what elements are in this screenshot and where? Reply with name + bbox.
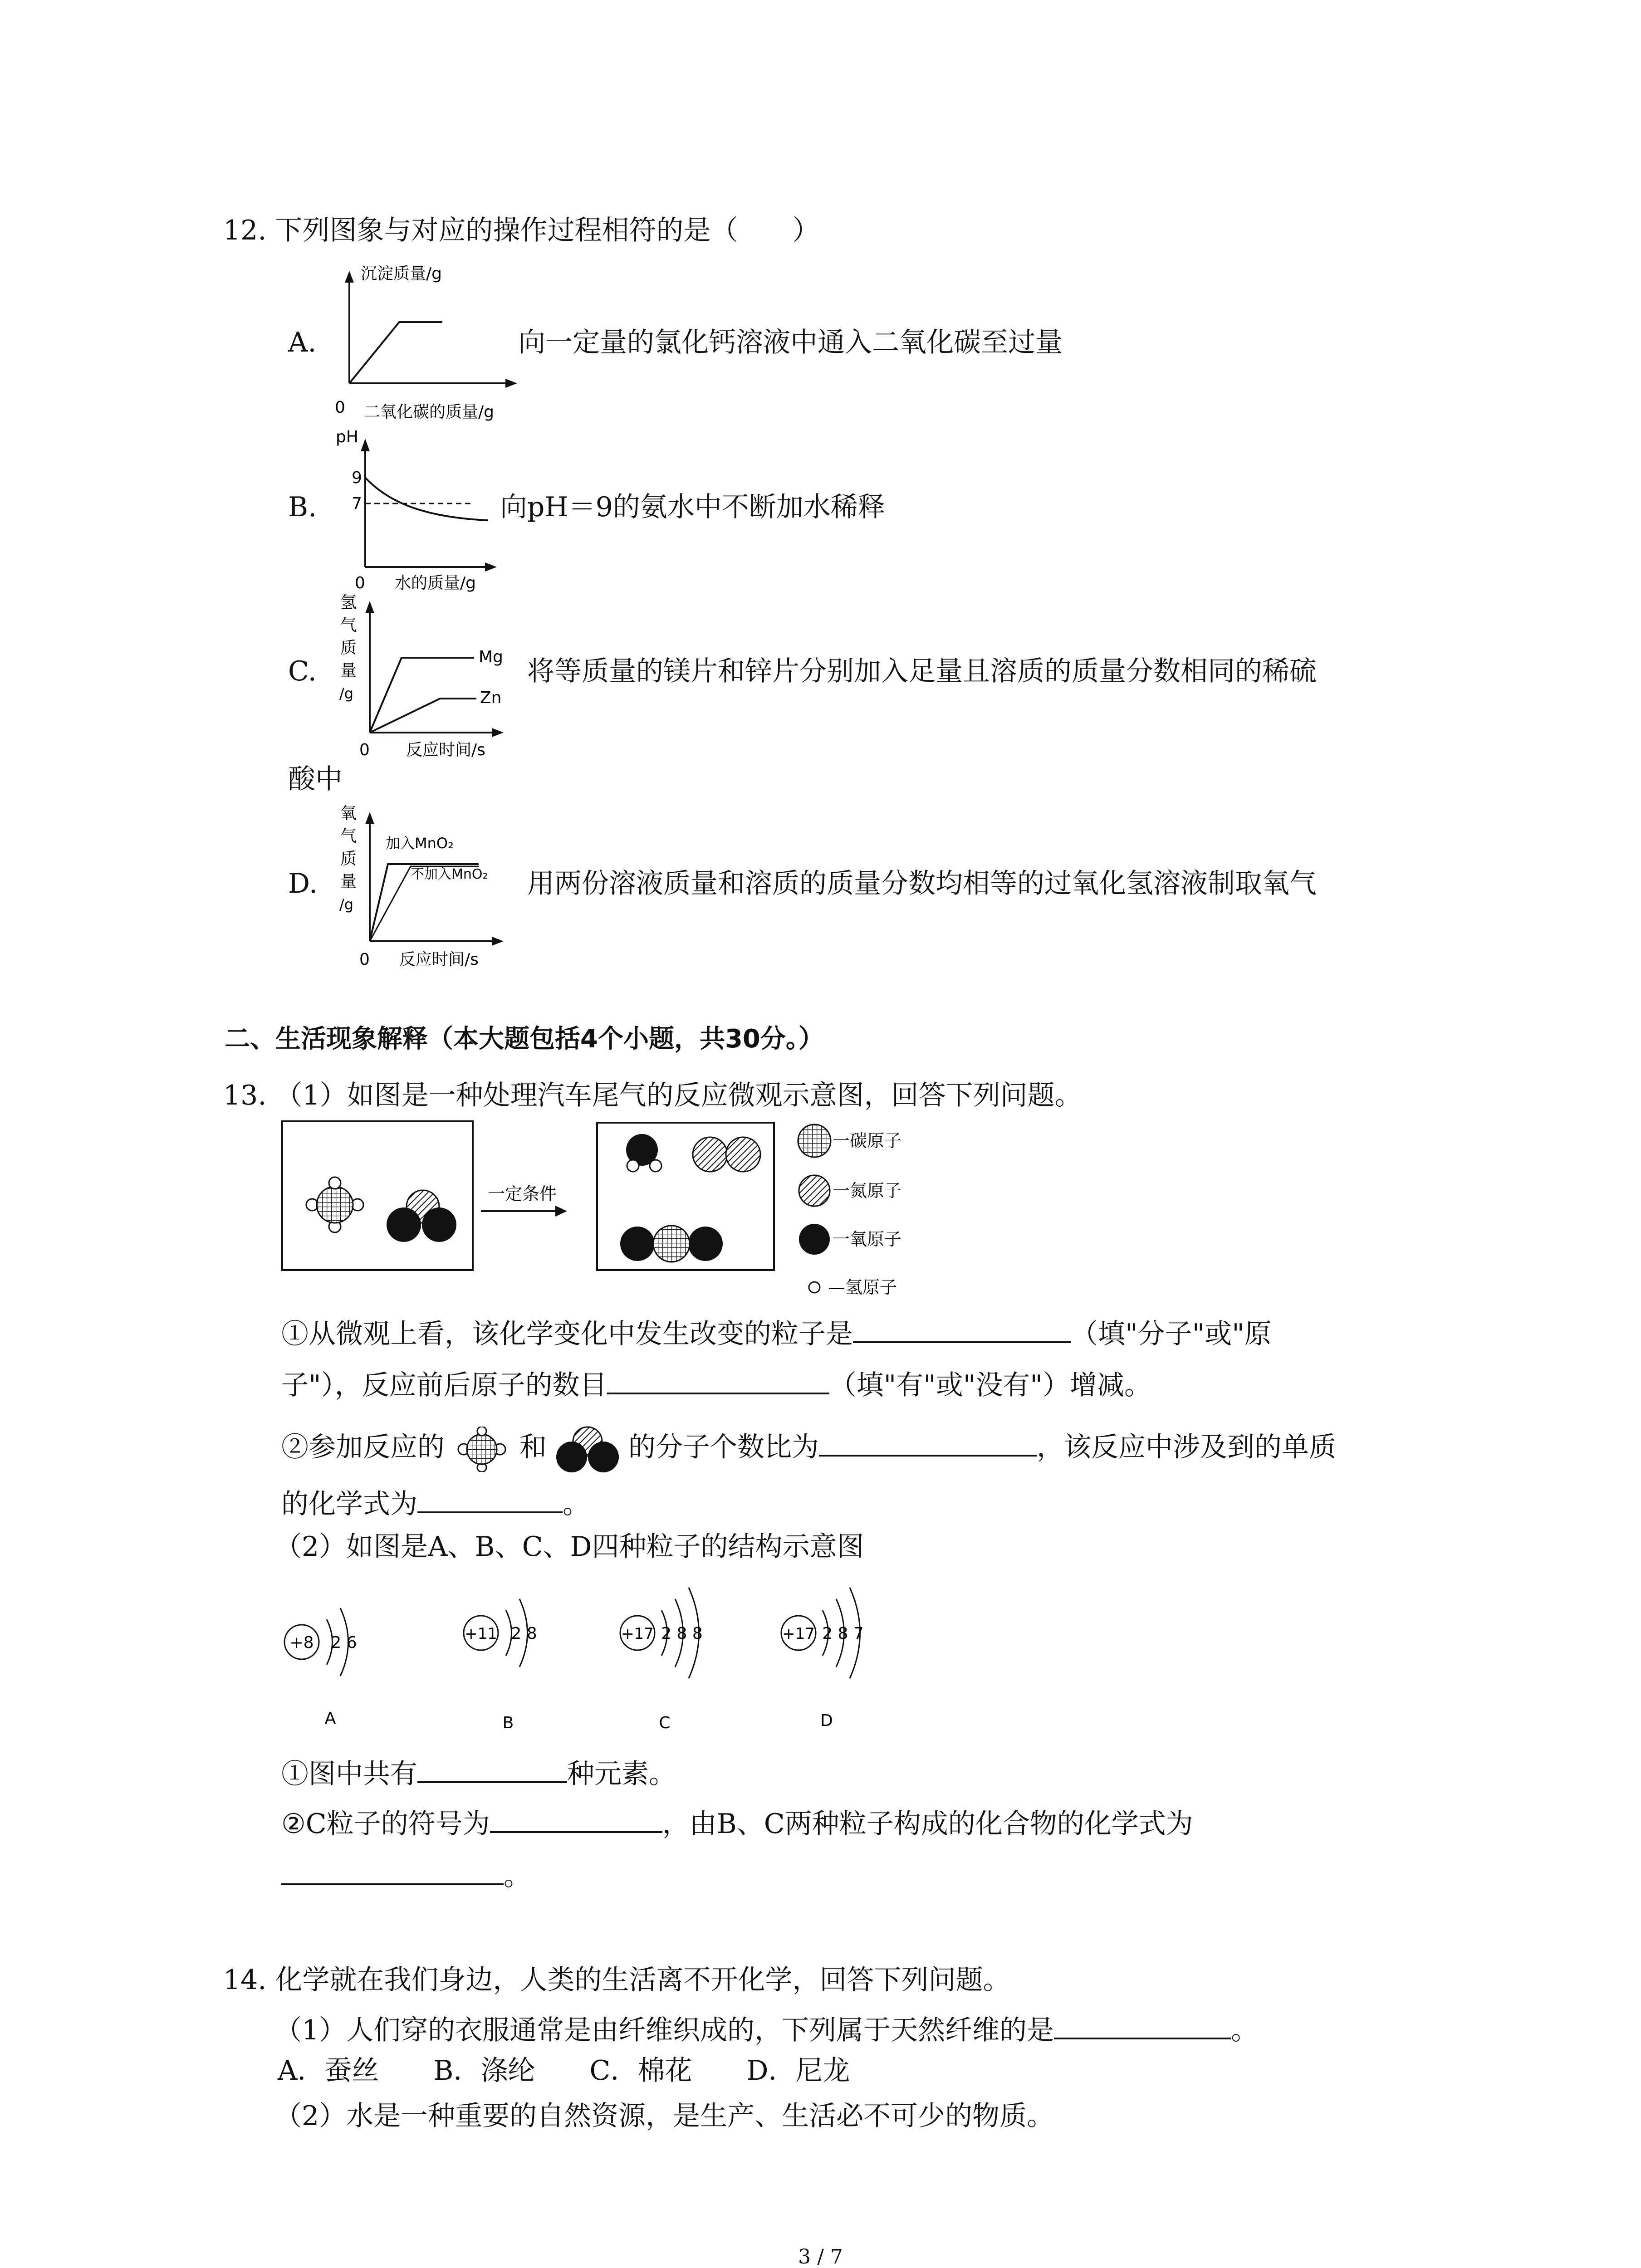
option-a-letter: A. xyxy=(288,327,317,358)
legend-nitrogen-icon xyxy=(799,1175,830,1206)
option-c-text-cont: 酸中 xyxy=(288,763,343,795)
blank-element-count[interactable] xyxy=(417,1758,567,1783)
blank-c-symbol[interactable] xyxy=(490,1808,662,1833)
svg-text:+8: +8 xyxy=(289,1633,314,1652)
q13-line1: ①从微观上看，该化学变化中发生改变的粒子是 （填"分子"或"原 xyxy=(281,1318,1272,1350)
graph-d-curve-without: 不加入MnO₂ xyxy=(411,866,488,882)
option-b-text: 向pH＝9的氨水中不断加水稀释 xyxy=(500,491,885,523)
legend-carbon: 一碳原子 xyxy=(833,1131,902,1151)
svg-text:+17: +17 xyxy=(621,1625,654,1643)
blank-compound-formula[interactable] xyxy=(281,1860,504,1885)
co2-molecule xyxy=(620,1227,655,1261)
graph-d-curve-with: 加入MnO₂ xyxy=(386,835,454,852)
graph-a-xlabel: 二氧化碳的质量/g xyxy=(364,403,494,421)
graph-c-ylabel-5: /g xyxy=(339,685,354,702)
graph-c-ylabel-1: 氢 xyxy=(340,593,357,612)
graph-c-curve-zn: Zn xyxy=(480,689,502,707)
graph-d-origin: 0 xyxy=(359,950,370,969)
q13-part2-q2: ②C粒子的符号为 ，由B、C两种粒子构成的化合物的化学式为 xyxy=(281,1808,1193,1840)
q13-part1-intro: 13. （1）如图是一种处理汽车尾气的反应微观示意图，回答下列问题。 xyxy=(223,1080,1082,1111)
atom-d xyxy=(781,1588,864,1730)
svg-text:B: B xyxy=(502,1714,514,1732)
q13-part2-intro: （2）如图是A、B、C、D四种粒子的结构示意图 xyxy=(274,1531,864,1563)
graph-c-ylabel-2: 气 xyxy=(340,616,357,635)
q13-line3: ②参加反应的 和 的分子个数比为 ，该反应中涉及到的单质 xyxy=(281,1424,1336,1474)
graph-b-tick-7: 7 xyxy=(352,494,362,513)
blank-molecule-ratio[interactable] xyxy=(819,1431,1037,1457)
graph-b-ylabel: pH xyxy=(336,428,358,446)
svg-text:D: D xyxy=(820,1711,833,1730)
graph-d-ylabel-2: 气 xyxy=(340,827,357,846)
graph-c-curve-mg: Mg xyxy=(479,648,503,666)
blank-changed-particle[interactable] xyxy=(853,1318,1071,1343)
page-number: 3 / 7 xyxy=(798,2245,843,2268)
graph-c-xlabel: 反应时间/s xyxy=(406,741,485,759)
legend-carbon-icon xyxy=(798,1124,831,1157)
graph-c xyxy=(327,585,526,767)
option-c-text: 将等质量的镁片和锌片分别加入足量且溶质的质量分数相同的稀硫 xyxy=(527,655,1317,687)
legend-nitrogen: 一氮原子 xyxy=(833,1181,902,1201)
graph-a-origin: 0 xyxy=(335,398,345,417)
graph-d-ylabel-5: /g xyxy=(339,896,354,913)
legend-hydrogen-icon xyxy=(809,1282,820,1293)
svg-text:+11: +11 xyxy=(465,1625,497,1643)
svg-text:+17: +17 xyxy=(782,1625,815,1643)
q13-part2-q1: ①图中共有 种元素。 xyxy=(281,1758,676,1790)
reactants-box xyxy=(282,1121,473,1270)
graph-b-xlabel: 水的质量/g xyxy=(395,574,476,592)
option-c-letter: C. xyxy=(288,655,317,687)
legend-oxygen-icon xyxy=(799,1224,830,1255)
atom-diagrams xyxy=(272,1579,953,1742)
no2-molecule xyxy=(387,1207,421,1242)
svg-text:2 8 7: 2 8 7 xyxy=(822,1624,864,1643)
atom-a xyxy=(284,1608,357,1728)
atom-b xyxy=(464,1599,537,1732)
graph-a-ylabel: 沉淀质量/g xyxy=(361,264,442,283)
graph-d-ylabel-1: 氧 xyxy=(340,804,357,823)
blank-element-formula[interactable] xyxy=(417,1488,563,1513)
graph-d-ylabel-3: 质 xyxy=(340,850,357,868)
graph-b-tick-9: 9 xyxy=(352,469,362,487)
graph-c-ylabel-3: 质 xyxy=(340,639,357,657)
graph-b-origin: 0 xyxy=(355,574,365,592)
graph-d-xlabel: 反应时间/s xyxy=(399,950,479,969)
n2-molecule xyxy=(693,1137,727,1172)
svg-text:2 6: 2 6 xyxy=(331,1633,357,1652)
q13-part2-q2-cont: 。 xyxy=(281,1860,531,1890)
option-d-letter: D. xyxy=(288,868,318,899)
svg-text:C: C xyxy=(659,1714,671,1732)
option-a-text: 向一定量的氯化钙溶液中通入二氧化碳至过量 xyxy=(518,327,1063,358)
legend-oxygen: 一氧原子 xyxy=(833,1229,902,1249)
graph-d-ylabel-4: 量 xyxy=(340,872,357,891)
svg-text:2 8: 2 8 xyxy=(511,1624,537,1643)
legend-hydrogen: —氢原子 xyxy=(828,1277,897,1297)
graph-a xyxy=(327,261,526,429)
blank-natural-fiber[interactable] xyxy=(1054,2014,1231,2039)
q12-stem: 12. 下列图象与对应的操作过程相符的是（ ） xyxy=(223,215,820,246)
arrow-condition: 一定条件 xyxy=(488,1184,557,1204)
q14-choices: A．蚕丝 B．涤纶 C．棉花 D．尼龙 xyxy=(278,2055,850,2087)
q13-line2: 子"），反应前后原子的数目 （填"有"或"没有"）增减。 xyxy=(281,1369,1151,1401)
svg-text:2 8 8: 2 8 8 xyxy=(661,1624,703,1643)
methane-molecule xyxy=(317,1187,353,1223)
graph-c-origin: 0 xyxy=(359,741,370,759)
reaction-diagram xyxy=(281,1120,944,1311)
q14-part2: （2）水是一种重要的自然资源，是生产、生活必不可少的物质。 xyxy=(274,2100,1054,2132)
svg-text:A: A xyxy=(324,1709,336,1728)
methane-icon xyxy=(445,1427,519,1472)
graph-d xyxy=(327,796,535,978)
graph-c-ylabel-4: 量 xyxy=(340,661,357,680)
no2-icon xyxy=(547,1424,628,1474)
graph-b xyxy=(327,424,508,592)
q14-part1: （1）人们穿的衣服通常是由纤维织成的，下列属于天然纤维的是 。 xyxy=(274,2014,1259,2046)
atom-c xyxy=(620,1588,703,1732)
option-d-text: 用两份溶液质量和溶质的质量分数均相等的过氧化氢溶液制取氧气 xyxy=(527,868,1317,899)
section-heading: 二、生活现象解释（本大题包括4个小题，共30分。） xyxy=(225,1024,824,1054)
option-b-letter: B. xyxy=(288,491,317,523)
q13-line4: 的化学式为 。 xyxy=(281,1488,590,1520)
blank-atom-count[interactable] xyxy=(607,1369,829,1394)
q14-stem: 14. 化学就在我们身边，人类的生活离不开化学，回答下列问题。 xyxy=(223,1964,1010,1996)
